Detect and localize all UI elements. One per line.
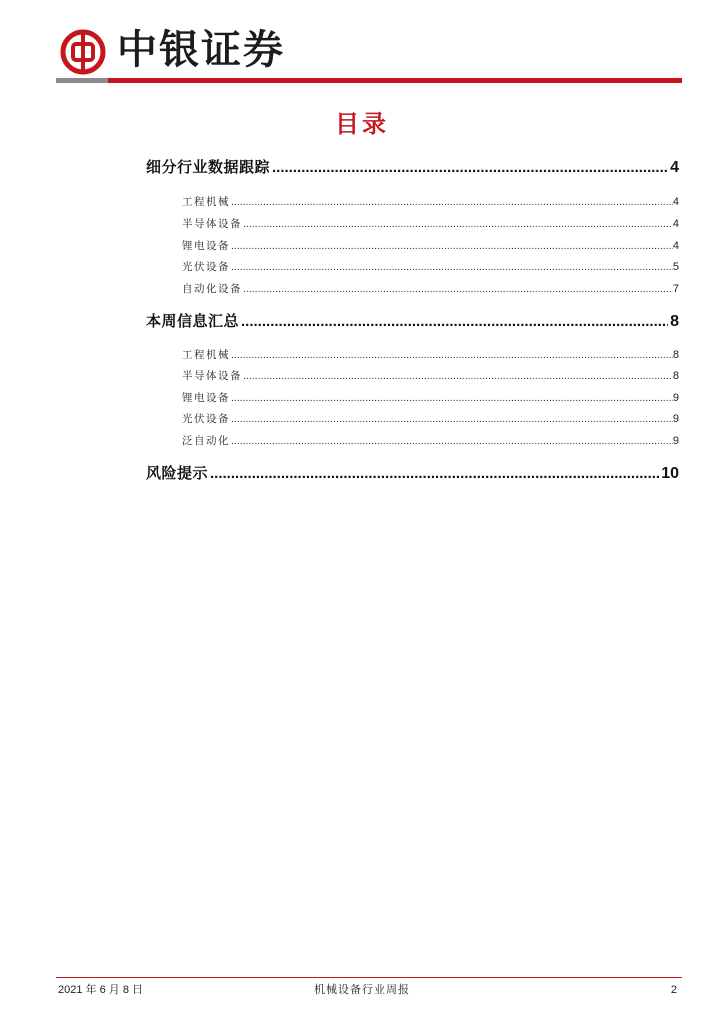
toc-item[interactable] xyxy=(182,216,679,234)
toc-title: 目录 xyxy=(335,110,389,138)
toc-section[interactable] xyxy=(146,310,679,334)
toc-item[interactable] xyxy=(182,433,679,451)
dot-leader xyxy=(231,196,673,208)
toc-item[interactable] xyxy=(182,347,679,365)
toc-section-label: 细分行业数据跟踪 xyxy=(146,158,271,176)
dot-leader xyxy=(243,218,673,230)
toc-section-page: 4 xyxy=(670,159,679,176)
toc-item[interactable] xyxy=(182,259,679,277)
toc-item-page: 4 xyxy=(672,196,679,208)
toc-section[interactable] xyxy=(146,462,679,486)
toc-item-label: 锂电设备 xyxy=(182,240,230,252)
footer-date: 2021 年 6 月 8 日 xyxy=(58,984,143,996)
dot-leader xyxy=(231,261,673,273)
toc-item-label: 泛自动化 xyxy=(182,435,230,447)
dot-leader xyxy=(243,370,673,382)
dot-leader xyxy=(231,413,673,425)
toc-item[interactable] xyxy=(182,368,679,386)
toc-item-page: 5 xyxy=(672,261,679,273)
toc-item-label: 半导体设备 xyxy=(182,218,242,230)
dot-leader xyxy=(231,435,673,447)
dot-leader xyxy=(210,465,659,482)
toc-item-label: 自动化设备 xyxy=(182,283,242,295)
dot-leader xyxy=(231,240,673,252)
toc-item[interactable] xyxy=(182,411,679,429)
toc-item-page: 4 xyxy=(672,218,679,230)
toc-item-page: 9 xyxy=(672,413,679,425)
toc-item[interactable] xyxy=(182,281,679,299)
toc-item-page: 4 xyxy=(672,240,679,252)
dot-leader xyxy=(231,392,673,404)
toc-section-page: 8 xyxy=(670,313,679,330)
toc-section-page: 10 xyxy=(661,465,679,482)
header-rule-red xyxy=(108,78,682,83)
dot-leader xyxy=(231,349,673,361)
footer-page-number: 2 xyxy=(670,984,677,996)
toc-section[interactable] xyxy=(146,156,679,180)
toc-item-page: 8 xyxy=(672,349,679,361)
footer-report-name: 机械设备行业周报 xyxy=(314,983,410,996)
bank-of-china-logo-icon xyxy=(60,29,106,75)
toc-item-label: 光伏设备 xyxy=(182,413,230,425)
toc-item-label: 工程机械 xyxy=(182,349,230,361)
dot-leader xyxy=(241,313,668,330)
footer-rule xyxy=(56,977,682,978)
toc-item[interactable] xyxy=(182,390,679,408)
page-header xyxy=(0,0,724,86)
dot-leader xyxy=(243,283,673,295)
brand-name: 中银证券 xyxy=(117,26,285,73)
toc-section-label: 风险提示 xyxy=(146,464,209,482)
toc-item-page: 8 xyxy=(672,370,679,382)
toc-item-label: 半导体设备 xyxy=(182,370,242,382)
toc-item-label: 锂电设备 xyxy=(182,392,230,404)
toc-item[interactable] xyxy=(182,194,679,212)
toc-section-label: 本周信息汇总 xyxy=(146,312,240,330)
toc-item-page: 9 xyxy=(672,392,679,404)
toc-item-page: 9 xyxy=(672,435,679,447)
toc-item[interactable] xyxy=(182,238,679,256)
dot-leader xyxy=(272,159,668,176)
toc-item-page: 7 xyxy=(672,283,679,295)
toc-item-label: 光伏设备 xyxy=(182,261,230,273)
toc-item-label: 工程机械 xyxy=(182,196,230,208)
header-rule-grey xyxy=(56,78,108,83)
